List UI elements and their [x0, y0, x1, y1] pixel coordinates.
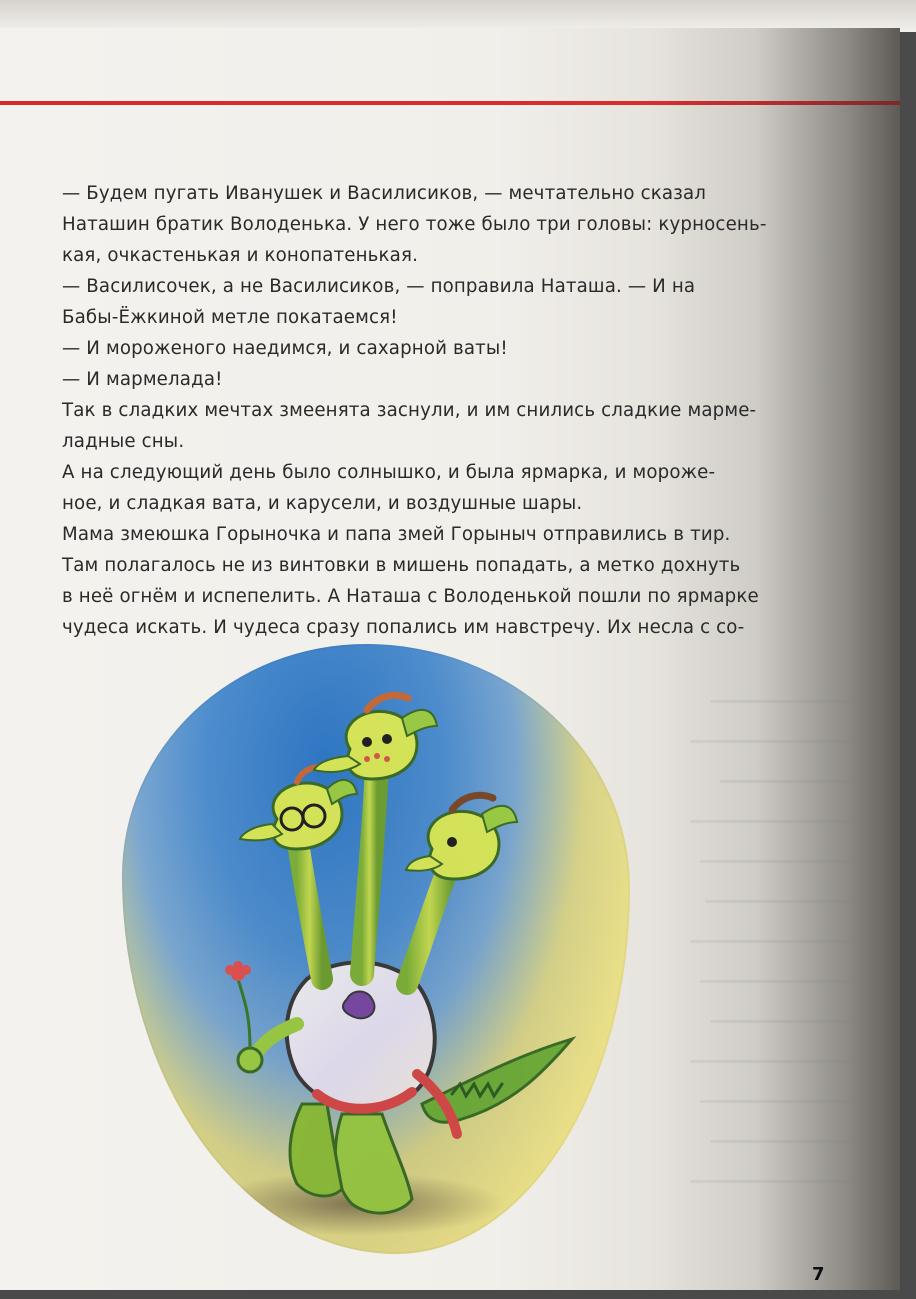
dragon-illustration	[122, 644, 630, 1254]
three-headed-dragon-icon	[122, 644, 630, 1254]
text-line: ладные сны.	[62, 431, 185, 452]
text-line: чудеса искать. И чудеса сразу попались им навстречу. Их несла с со-	[62, 617, 745, 638]
page-number: 7	[812, 1264, 825, 1285]
red-header-rule	[0, 101, 900, 105]
paragraph	[62, 395, 780, 457]
paragraph	[62, 457, 780, 519]
text-line: — И мармелада!	[62, 369, 223, 390]
text-line: Наташин братик Володенька. У него тоже было три головы: курносень-	[62, 214, 767, 235]
text-line: ное, и сладкая вата, и карусели, и воздушные шары.	[62, 493, 583, 514]
paragraph	[62, 333, 780, 364]
paragraph	[62, 364, 780, 395]
text-line: — Василисочек, а не Василисиков, — поправила Наташа. — И на	[62, 276, 696, 297]
book-page	[0, 28, 900, 1290]
paragraph	[62, 178, 780, 271]
text-line: А на следующий день было солнышко, и была ярмарка, и морожe-	[62, 462, 716, 483]
text-line: Там полагалось не из винтовки в мишень попадать, а метко дохнуть	[62, 555, 741, 576]
story-text	[62, 178, 780, 643]
text-line: — И мороженого наедимся, и сахарной ваты!	[62, 338, 508, 359]
text-line: в неё огнём и испепелить. А Наташа с Володенькой пошли по ярмарке	[62, 586, 759, 607]
text-line: Бабы-Ёжкиной метле покатаемся!	[62, 307, 398, 328]
text-line: Так в сладких мечтах змеенята заснули, и им снились сладкие марме-	[62, 400, 757, 421]
text-line: — Будем пугать Иванушек и Василисиков, — мечтательно сказал	[62, 183, 707, 204]
paragraph	[62, 519, 780, 643]
text-line: Мама змеюшка Горыночка и папа змей Горыныч отправились в тир.	[62, 524, 731, 545]
paragraph	[62, 271, 780, 333]
text-line: кая, очкастенькая и конопатенькая.	[62, 245, 418, 266]
